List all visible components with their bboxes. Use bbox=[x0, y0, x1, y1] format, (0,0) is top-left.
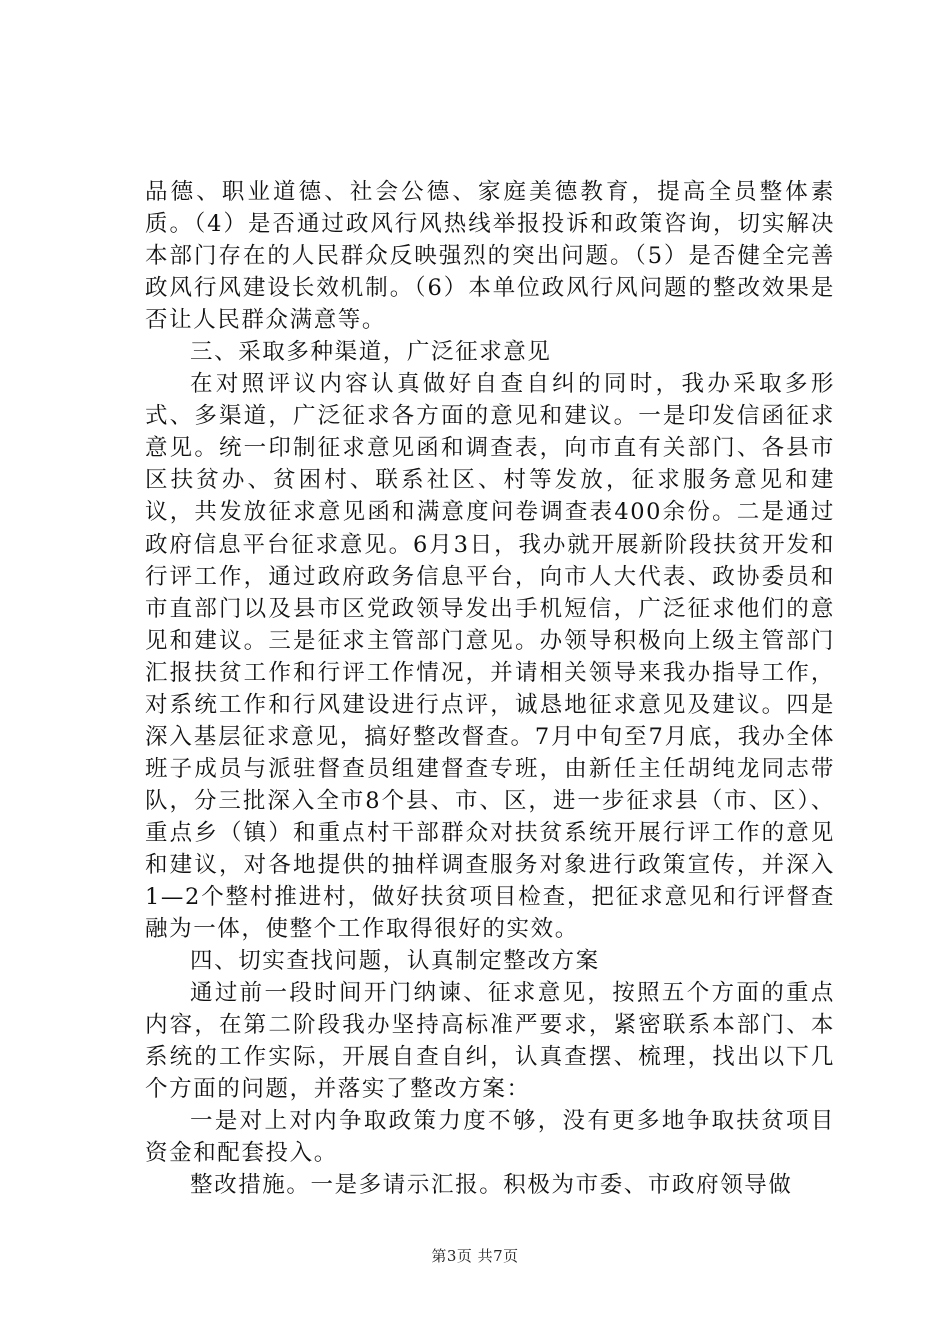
page-footer: 第3页 共7页 bbox=[431, 1247, 519, 1265]
paragraph-5: 整改措施。一是多请示汇报。积极为市委、市政府领导做 bbox=[190, 1172, 793, 1199]
paragraph-4: 一是对上对内争取政策力度不够，没有更多地争取扶贫项目资金和配套投入。 bbox=[145, 1108, 835, 1167]
paragraph-1: 品德、职业道德、社会公德、家庭美德教育，提高全员整体素质。（4）是否通过政风行风热线举报投诉和政策咨询，切实解决本部门存在的人民群众反映强烈的突出问题。（5）是否健全完善政风行风建设长效机制。（6）本单位政风行风问题的整改效果是否让人民群众满意等。 bbox=[145, 179, 835, 334]
section-heading-4: 四、切实查找问题，认真制定整改方案 bbox=[190, 948, 600, 975]
paragraph-3: 通过前一段时间开门纳谏、征求意见，按照五个方面的重点内容，在第二阶段我办坚持高标准严要求，紧密联系本部门、本系统的工作实际，开展自查自纠，认真查摆、梳理，找出以下几个方面的问题，并落实了整改方案： bbox=[145, 980, 835, 1103]
section-heading-3: 三、采取多种渠道，广泛征求意见 bbox=[190, 339, 552, 366]
document-body bbox=[145, 176, 835, 1202]
paragraph-2: 在对照评议内容认真做好自查自纠的同时，我办采取多形式、多渠道，广泛征求各方面的意见和建议。一是印发信函征求意见。统一印制征求意见函和调查表，向市直有关部门、各县市区扶贫办、贫困村、联系社区、村等发放，征求服务意见和建议，共发放征求意见函和满意度问卷调查表400余份。二是通过政府信息平台征求意见。6月3日，我办就开展新阶段扶贫开发和行评工作，通过政府政务信息平台，向市人大代表、政协委员和市直部门以及县市区党政领导发出手机短信，广泛征求他们的意见和建议。三是征求主管部门意见。办领导积极向上级主管部门汇报扶贫工作和行评工作情况，并请相关领导来我办指导工作，对系统工作和行风建设进行点评，诚恳地征求意见及建议。四是深入基层征求意见，搞好整改督查。7月中旬至7月底，我办全体班子成员与派驻督查员组建督查专班，由新任主任胡纯龙同志带队，分三批深入全市8个县、市、区，进一步征求县（市、区）、重点乡（镇）和重点村干部群众对扶贫系统开展行评工作的意见和建议，对各地提供的抽样调查服务对象进行政策宣传，并深入1—2个整村推进村，做好扶贫项目检查，把征求意见和行评督查融为一体，使整个工作取得很好的实效。 bbox=[145, 371, 835, 943]
